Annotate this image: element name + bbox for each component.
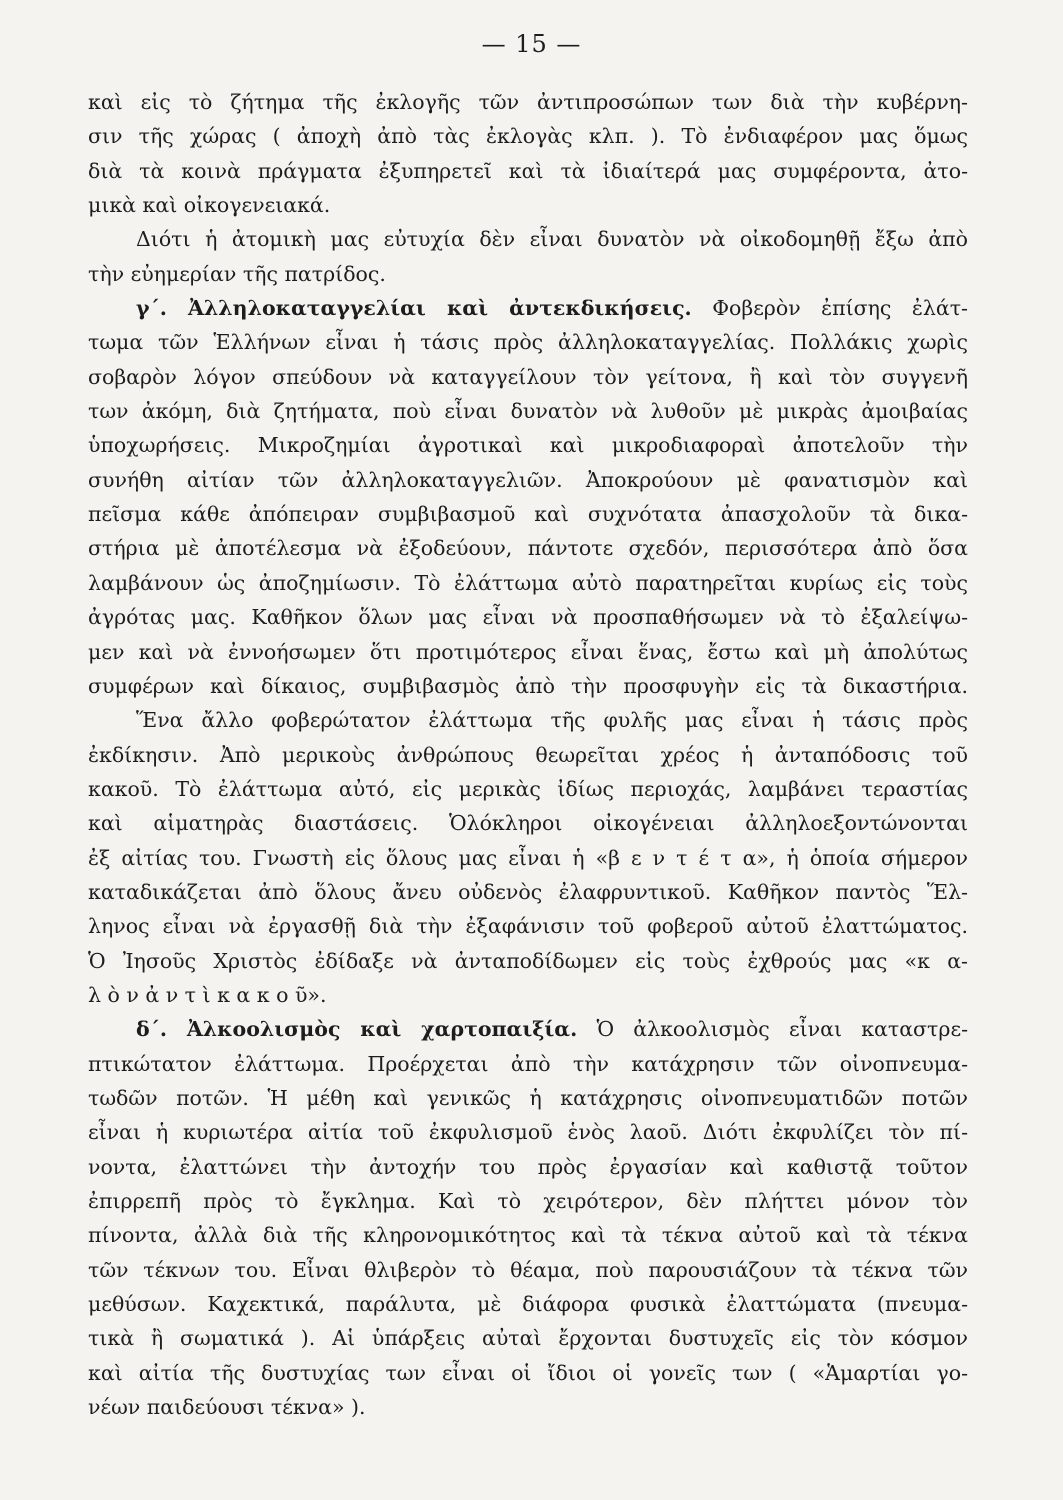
text-line: μεθύσων. Καχεκτικά, παράλυτα, μὲ διάφορα φυσικὰ ἐλαττώματα (πνευμα-	[88, 1292, 968, 1317]
text-line: ληνος εἶναι νὰ ἐργασθῇ διὰ τὴν ἐξαφάνισιν τοῦ φοβεροῦ αὐτοῦ ἐλαττώματος.	[88, 914, 968, 939]
text-line: μεν καὶ νὰ ἐννοήσωμεν ὅτι προτιμότερος εἶναι ἕνας, ἔστω καὶ μὴ ἀπολύτως	[88, 639, 968, 664]
text-line: τωμα τῶν Ἑλλήνων εἶναι ἡ τάσις πρὸς ἀλληλοκαταγγελίας. Πολλάκις χωρὶς	[88, 330, 968, 355]
text-line: πεῖσμα κάθε ἀπόπειραν συμβιβασμοῦ καὶ συχνότατα ἀπασχολοῦν τὰ δικα-	[88, 502, 968, 527]
text-line: τωδῶν ποτῶν. Ἡ μέθη καὶ γενικῶς ἡ κατάχρησις οἰνοπνευματιδῶν ποτῶν	[88, 1085, 968, 1110]
text-line: διὰ τὰ κοινὰ πράγματα ἐξυπηρετεῖ καὶ τὰ ἰδιαίτερά μας συμφέροντα, ἀτο-	[88, 158, 968, 183]
text-line: συνήθη αἰτίαν τῶν ἀλληλοκαταγγελιῶν. Ἀποκρούουν μὲ φανατισμὸν καὶ	[88, 467, 968, 492]
text-line: πίνοντα, ἀλλὰ διὰ τῆς κληρονομικότητος καὶ τὰ τέκνα αὐτοῦ καὶ τὰ τέκνα	[88, 1223, 968, 1248]
text-line: λαμβάνουν ὡς ἀποζημίωσιν. Τὸ ἐλάττωμα αὐτὸ παρατηρεῖται κυρίως εἰς τοὺς	[88, 570, 968, 595]
body-text	[88, 85, 968, 1424]
text-line: ὑποχωρήσεις. Μικροζημίαι ἀγροτικαὶ καὶ μικροδιαφοραὶ ἀποτελοῦν τὴν	[88, 433, 968, 458]
text-line: νέων παιδεύουσι τέκνα» ).	[88, 1395, 366, 1420]
text-line: Ὁ Ἰησοῦς Χριστὸς ἐδίδαξε νὰ ἀνταποδίδωμεν εἰς τοὺς ἐχθρούς μας «κ α-	[88, 948, 968, 973]
section-heading-delta: δ΄. Ἀλκοολισμὸς καὶ χαρτοπαιξία.	[136, 1017, 578, 1042]
text-line: σοβαρὸν λόγον σπεύδουν νὰ καταγγείλουν τὸν γείτονα, ἢ καὶ τὸν συγγενῆ	[88, 364, 968, 389]
text-line: ἐπιρρεπῆ πρὸς τὸ ἔγκλημα. Καὶ τὸ χειρότερον, δὲν πλήττει μόνον τὸν	[88, 1189, 968, 1213]
page-number: — 15 —	[481, 30, 582, 58]
text-line: κακοῦ. Τὸ ἐλάττωμα αὐτό, εἰς μερικὰς ἰδίως περιοχάς, λαμβάνει τεραστίας	[88, 776, 968, 801]
text-fragment: Φοβερὸν ἐπίσης ἐλάτ-	[712, 296, 968, 321]
text-line: τὴν εὐημερίαν τῆς πατρίδος.	[88, 261, 386, 286]
text-line: μικὰ καὶ οἰκογενειακά.	[88, 193, 331, 218]
text-line: συμφέρων καὶ δίκαιος, συμβιβασμὸς ἀπὸ τὴν προσφυγὴν εἰς τὰ δικαστήρια.	[88, 673, 968, 698]
text-line: πτικώτατον ἐλάττωμα. Προέρχεται ἀπὸ τὴν κατάχρησιν τῶν οἰνοπνευμα-	[88, 1051, 968, 1076]
text-line: καὶ αἱματηρὰς διαστάσεις. Ὁλόκληροι οἰκογένειαι ἀλληλοεξοντώνονται	[88, 811, 968, 836]
text-line: τῶν τέκνων του. Εἶναι θλιβερὸν τὸ θέαμα, ποὺ παρουσιάζουν τὰ τέκνα τῶν	[88, 1257, 968, 1282]
text-line: καταδικάζεται ἀπὸ ὅλους ἄνευ οὐδενὸς ἐλαφρυντικοῦ. Καθῆκον παντὸς Ἕλ-	[88, 879, 968, 904]
text-line: Διότι ἡ ἀτομικὴ μας εὐτυχία δὲν εἶναι δυνατὸν νὰ οἰκοδομηθῇ ἔξω ἀπὸ	[136, 227, 968, 252]
text-line: εἶναι ἡ κυριωτέρα αἰτία τοῦ ἐκφυλισμοῦ ἑνὸς λαοῦ. Διότι ἐκφυλίζει τὸν πί-	[88, 1120, 968, 1145]
section-heading-line	[88, 291, 968, 325]
text-line: ἐκδίκησιν. Ἀπὸ μερικοὺς ἀνθρώπους θεωρεῖται χρέος ἡ ἀνταπόδοσις τοῦ	[88, 742, 968, 767]
text-line: στήρια μὲ ἀποτέλεσμα νὰ ἐξοδεύουν, πάντοτε σχεδόν, περισσότερα ἀπὸ ὅσα	[88, 536, 968, 561]
text-fragment: Ὁ ἀλκοολισμὸς εἶναι καταστρε-	[596, 1017, 968, 1042]
text-line: των ἀκόμη, διὰ ζητήματα, ποὺ εἶναι δυνατὸν νὰ λυθοῦν μὲ μικρὰς ἀμοιβαίας	[88, 399, 968, 424]
text-line: Ἕνα ἄλλο φοβερώτατον ἐλάττωμα τῆς φυλῆς μας εἶναι ἡ τάσις πρὸς	[136, 708, 968, 733]
text-line: λ ὸ ν ἀ ν τ ὶ κ α κ ο ῦ».	[88, 982, 327, 1007]
text-line: καὶ εἰς τὸ ζήτημα τῆς ἐκλογῆς τῶν ἀντιπροσώπων των διὰ τὴν κυβέρνη-	[88, 90, 968, 114]
text-line: σιν τῆς χώρας ( ἀποχὴ ἀπὸ τὰς ἐκλογὰς κλπ. ). Τὸ ἐνδιαφέρον μας ὅμως	[88, 124, 968, 149]
section-heading-gamma: γ΄. Ἀλληλοκαταγγελίαι καὶ ἀντεκδικήσεις.	[136, 296, 692, 321]
text-line: ἀγρότας μας. Καθῆκον ὅλων μας εἶναι νὰ προσπαθήσωμεν νὰ τὸ ἐξαλείψω-	[88, 605, 968, 630]
text-line: τικὰ ἢ σωματικά ). Αἱ ὑπάρξεις αὐταὶ ἔρχονται δυστυχεῖς εἰς τὸν κόσμον	[88, 1326, 968, 1351]
text-line: ἐξ αἰτίας του. Γνωστὴ εἰς ὅλους μας εἶναι ἡ «β ε ν τ έ τ α», ἡ ὁποία σήμερον	[88, 845, 968, 870]
text-line: νοντα, ἐλαττώνει τὴν ἀντοχήν του πρὸς ἐργασίαν καὶ καθιστᾷ τοῦτον	[88, 1154, 968, 1179]
text-line: καὶ αἰτία τῆς δυστυχίας των εἶναι οἱ ἴδιοι οἱ γονεῖς των ( «Ἁμαρτίαι γο-	[88, 1360, 968, 1385]
section-heading-line	[88, 1012, 968, 1046]
